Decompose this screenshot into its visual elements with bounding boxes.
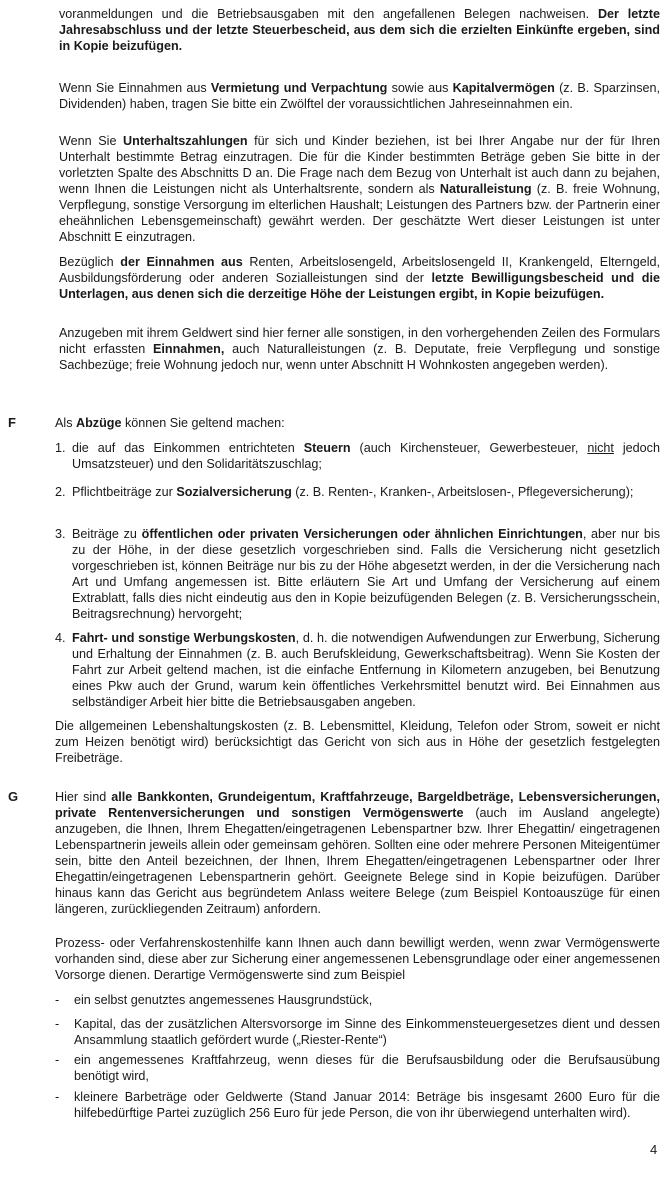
list-item-text: die auf das Einkommen entrichteten Steuern (auch Kirchensteuer, Gewerbesteuer, nicht jedoch Umsatzsteuer) und den Solidaritätszuschlag; bbox=[72, 441, 660, 471]
list-number: 1. bbox=[55, 441, 66, 455]
bullet-text: ein angemessenes Kraftfahrzeug, wenn dieses für die Berufsausbildung oder die Berufsausübung benötigt wird, bbox=[74, 1053, 660, 1083]
section-f-item-2 bbox=[55, 484, 660, 500]
paragraph-e-5: Anzugeben mit ihrem Geldwert sind hier ferner alle sonstigen, in den vorhergehenden Zeilen des Formulars nicht erfassten Einnahmen, auch Naturalleistungen (z. B. Deputate, freie Verpflegung und sonstige Sachbezüge; freie Wohnung jedoch nur, wenn unter Abschnitt H Wohnkosten angegeben werden). bbox=[59, 326, 660, 372]
section-f-item-3 bbox=[55, 526, 660, 622]
bullet-text: Kapital, das der zusätzlichen Altersvorsorge im Sinne des Einkommensteuergesetzes dient und dessen Ansammlung staatlich gefördert wurde („Riester-Rente“) bbox=[74, 1017, 660, 1047]
dash-marker: - bbox=[55, 1053, 60, 1067]
list-number: 4. bbox=[55, 631, 66, 645]
paragraph-e-1: voranmeldungen und die Betriebsausgaben mit den angefallenen Belegen nachweisen. Der letzte Jahresabschluss und der letzte Steuerbescheid, aus dem sich die erzielten Einkünfte ergeben, sind in Kopie beizufügen. bbox=[59, 7, 660, 53]
list-number: 2. bbox=[55, 485, 66, 499]
bullet-text: ein selbst genutztes angemessenes Hausgrundstück, bbox=[74, 993, 373, 1007]
section-letter-f: F bbox=[8, 415, 16, 430]
dash-marker: - bbox=[55, 1090, 60, 1104]
section-g-paragraph-2: Prozess- oder Verfahrenskostenhilfe kann Ihnen auch dann bewilligt werden, wenn zwar Vermögenswerte vorhanden sind, diese aber zur Sicherung einer angemessenen Lebensgrundlage oder einer angemessenen Vorsorge dienen. Derartige Vermögenswerte sind zum Beispiel bbox=[55, 936, 660, 982]
section-f-item-1 bbox=[55, 440, 660, 472]
list-item-text: Beiträge zu öffentlichen oder privaten Versicherungen oder ähnlichen Einrichtungen, aber nur bis zu der Höhe, in der diese gesetzlich vorgeschrieben sind. Falls die Versicherung nicht gesetzlich vorgeschrieben ist, können Beiträge nur bis zu der Höhe abgesetzt werden, in der die Versicherung nach Art und Umfang angemessen ist. Bitte erläutern Sie Art und Umfang der Versicherung auf einem Extrablatt, falls dies nicht eindeutig aus den in Kopie beizufügenden Belegen (z. B. Versicherungsschein, Beitragsrechnung) hervorgeht; bbox=[72, 527, 660, 621]
paragraph-e-2: Wenn Sie Einnahmen aus Vermietung und Verpachtung sowie aus Kapitalvermögen (z. B. Sparzinsen, Dividenden) haben, tragen Sie bitte ein Zwölftel der voraussichtlichen Jahreseinnahmen ein. bbox=[59, 81, 661, 111]
section-g-bullet-4 bbox=[55, 1089, 660, 1121]
section-f-intro: Als Abzüge können Sie geltend machen: bbox=[55, 416, 285, 430]
paragraph-e-3: Wenn Sie Unterhaltszahlungen für sich und Kinder beziehen, ist bei Ihrer Angabe nur der für Ihren Unterhalt bestimmte Betrag einzutragen. Die für die Kinder bestimmten Beträge geben Sie bitte in der vorletzten Spalte des Abschnitts D an. Die Frage nach dem Bezug von Unterhalt ist auch dann zu bejahen, wenn Ihnen die Leistungen nicht als Unterhaltsrente, sondern als Naturalleistung (z. B. freie Wohnung, Verpflegung, sonstige Versorgung im elterlichen Haushalt; Leistungen des Partners bzw. der Partnerin einer eheähnlichen Lebensgemeinschaft) gewährt werden. Der geschätzte Wert dieser Leistungen ist unter Abschnitt E einzutragen. bbox=[59, 134, 660, 244]
dash-marker: - bbox=[55, 1017, 60, 1031]
paragraph-e-4: Bezüglich der Einnahmen aus Renten, Arbeitslosengeld, Arbeitslosengeld II, Krankengeld, Elterngeld, Ausbildungsförderung oder anderen Sozialleistungen sind der letzte Bewilligungsbescheid und die Unterlagen, aus denen sich die derzeitige Höhe der Leistungen ergibt, in Kopie beizufügen. bbox=[59, 255, 661, 301]
section-g-bullet-1 bbox=[55, 992, 660, 1008]
list-item-text: Pflichtbeiträge zur Sozialversicherung (z. B. Renten-, Kranken-, Arbeitslosen-, Pflegeversicherung); bbox=[72, 485, 634, 499]
section-letter-g: G bbox=[8, 789, 19, 804]
section-f-closing: Die allgemeinen Lebenshaltungskosten (z. B. Lebensmittel, Kleidung, Telefon oder Strom, soweit er nicht zum Heizen benötigt wird) berücksichtigt das Gericht von sich aus in Höhe der gesetzlich festgelegten Freibeträge. bbox=[55, 719, 660, 765]
dash-marker: - bbox=[55, 993, 60, 1007]
page-number: 4 bbox=[650, 1142, 658, 1157]
section-g-bullet-3 bbox=[55, 1052, 660, 1084]
section-g-paragraph-1: Hier sind alle Bankkonten, Grundeigentum, Kraftfahrzeuge, Bargeldbeträge, Lebensversicherungen, private Rentenversicherungen und sonstigen Vermögenswerte (auch im Ausland angelegte) anzugeben, die Ihnen, Ihrem Ehegatten/eingetragenen Lebenspartner bzw. Ihrer Ehegattin/ eingetragenen Lebenspartnerin jeweils allein oder gemeinsam gehören. Sollten eine oder mehrere Personen Miteigentümer sein, bitte den Anteil bezeichnen, der Ihnen, Ihrem Ehegatten/eingetragenen Lebenspartner oder Ihrer Ehegattin/eingetragenen Lebenspartnerin gehört. Geeignete Belege sind in Kopie beizufügen. Darüber hinaus kann das Gericht aus begründetem Anlass weitere Belege (zum Beispiel Kontoauszüge für einen längeren, zurückliegenden Zeitraum) anfordern. bbox=[55, 790, 660, 916]
list-number: 3. bbox=[55, 527, 66, 541]
section-g-bullet-2 bbox=[55, 1016, 660, 1048]
bullet-text: kleinere Barbeträge oder Geldwerte (Stand Januar 2014: Beträge bis insgesamt 2600 Euro für die hilfebedürftige Partei zuzüglich 256 Euro für jede Person, die von ihr überwiegend unterhalten wird). bbox=[74, 1090, 660, 1120]
list-item-text: Fahrt- und sonstige Werbungskosten, d. h. die notwendigen Aufwendungen zur Erwerbung, Sicherung und Erhaltung der Einnahmen (z. B. auch Berufskleidung, Gewerkschaftsbeitrag). Wenn Sie Kosten der Fahrt zur Arbeit geltend machen, ist die einfache Entfernung in Kilometern anzugeben, bei Benutzung eines Pkw auch der Grund, warum kein öffentliches Verkehrsmittel benutzt wird. Bei Einnahmen aus selbständiger Arbeit hier bitte die Betriebsausgaben angeben. bbox=[72, 631, 661, 709]
section-f-item-4 bbox=[55, 630, 660, 710]
